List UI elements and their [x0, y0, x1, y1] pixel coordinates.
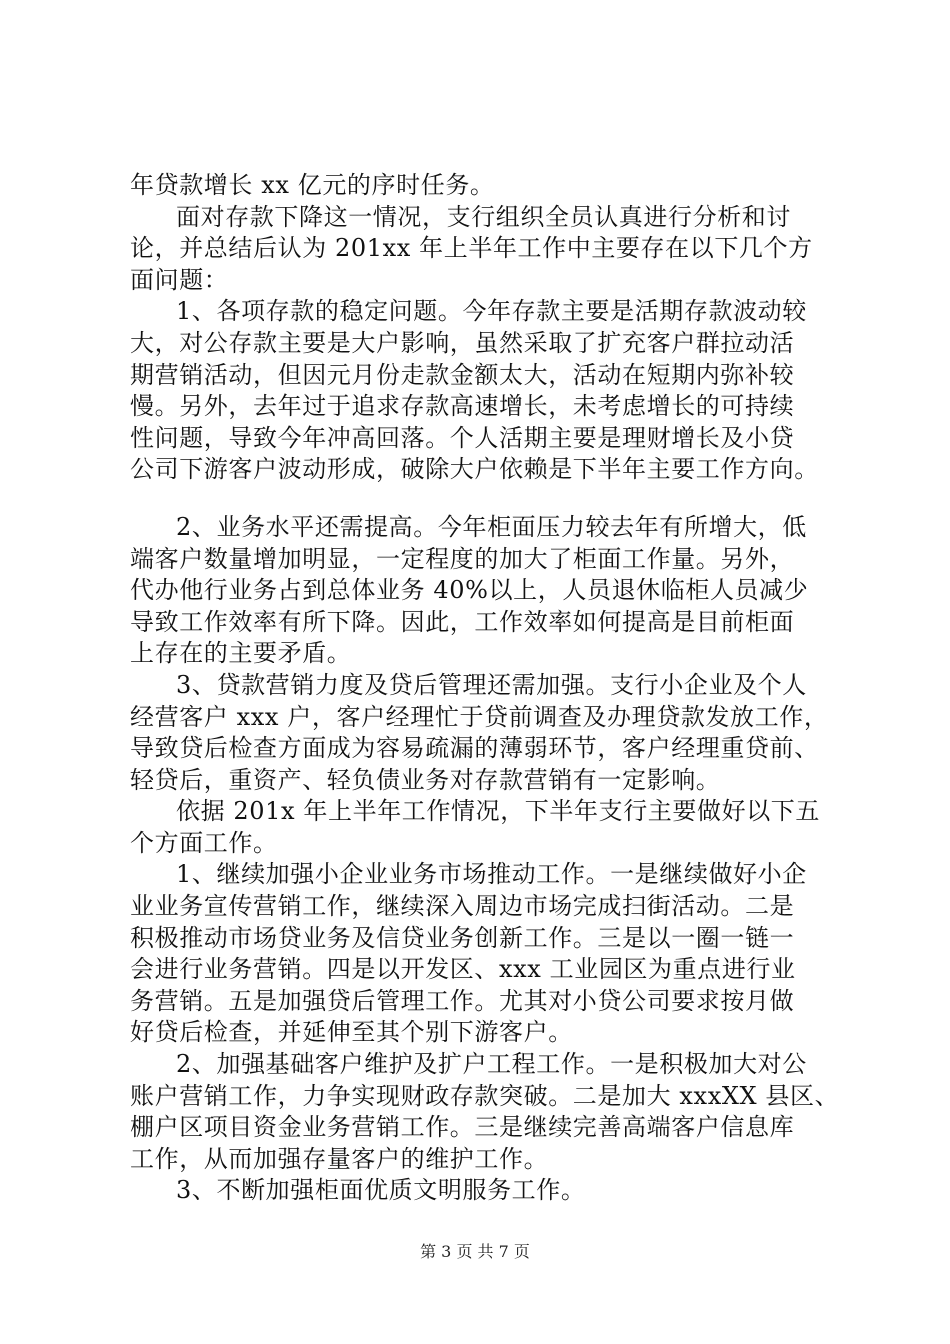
- text-line: 个方面工作。: [130, 828, 278, 857]
- text-line: 业业务宣传营销工作，继续深入周边市场完成扫街活动。二是: [130, 892, 795, 921]
- text-line: 棚户区项目资金业务营销工作。三是继续完善高端客户信息库: [130, 1113, 795, 1142]
- text-line: 经营客户 xxx 户，客户经理忙于贷前调查及办理贷款发放工作，: [130, 702, 829, 731]
- text-line: 导致工作效率有所下降。因此，工作效率如何提高是目前柜面: [130, 607, 795, 636]
- text-line: 上存在的主要矛盾。: [130, 639, 352, 668]
- text-line: 面问题：: [130, 265, 229, 294]
- document-body: [130, 170, 860, 1207]
- text-line: 2、业务水平还需提高。今年柜面压力较去年有所增大，低: [176, 512, 807, 541]
- text-line: 工作，从而加强存量客户的维护工作。: [130, 1144, 549, 1173]
- text-line: 代办他行业务占到总体业务 40%以上，人员退休临柜人员减少: [130, 576, 809, 605]
- text-line: 大，对公存款主要是大户影响，虽然采取了扩充客户群拉动活: [130, 328, 795, 357]
- text-line: 依据 201x 年上半年工作情况，下半年支行主要做好以下五: [176, 797, 820, 826]
- text-line: 期营销活动，但因元月份走款金额太大，活动在短期内弥补较: [130, 360, 795, 389]
- text-line: 1、继续加强小企业业务市场推动工作。一是继续做好小企: [176, 860, 807, 889]
- text-line: 3、贷款营销力度及贷后管理还需加强。支行小企业及个人: [176, 670, 807, 699]
- text-line: 性问题，导致今年冲高回落。个人活期主要是理财增长及小贷: [130, 423, 795, 452]
- text-line: 务营销。五是加强贷后管理工作。尤其对小贷公司要求按月做: [130, 986, 795, 1015]
- text-line: 会进行业务营销。四是以开发区、xxx 工业园区为重点进行业: [130, 955, 796, 984]
- text-line: 账户营销工作，力争实现财政存款突破。二是加大 xxxXX 县区、: [130, 1081, 840, 1110]
- text-line: 2、加强基础客户维护及扩户工程工作。一是积极加大对公: [176, 1050, 807, 1079]
- text-line: 面对存款下降这一情况，支行组织全员认真进行分析和讨: [176, 202, 791, 231]
- blank-line: [130, 486, 860, 512]
- text-line: 端客户数量增加明显，一定程度的加大了柜面工作量。另外，: [130, 544, 795, 573]
- text-line: 公司下游客户波动形成，破除大户依赖是下半年主要工作方向。: [130, 455, 819, 484]
- text-line: 轻贷后，重资产、轻负债业务对存款营销有一定影响。: [130, 765, 721, 794]
- text-line: 3、不断加强柜面优质文明服务工作。: [176, 1176, 586, 1205]
- text-line: 导致贷后检查方面成为容易疏漏的薄弱环节，客户经理重贷前、: [130, 734, 819, 763]
- text-line: 积极推动市场贷业务及信贷业务创新工作。三是以一圈一链一: [130, 923, 795, 952]
- text-line: 好贷后检查，并延伸至其个别下游客户。: [130, 1018, 573, 1047]
- page-footer: 第 3 页 共 7 页: [420, 1242, 530, 1261]
- text-line: 年贷款增长 xx 亿元的序时任务。: [130, 171, 495, 199]
- text-line: 论，并总结后认为 201xx 年上半年工作中主要存在以下几个方: [130, 234, 813, 263]
- text-line: 1、各项存款的稳定问题。今年存款主要是活期存款波动较: [176, 297, 807, 326]
- text-line: 慢。另外，去年过于追求存款高速增长，未考虑增长的可持续: [130, 392, 795, 421]
